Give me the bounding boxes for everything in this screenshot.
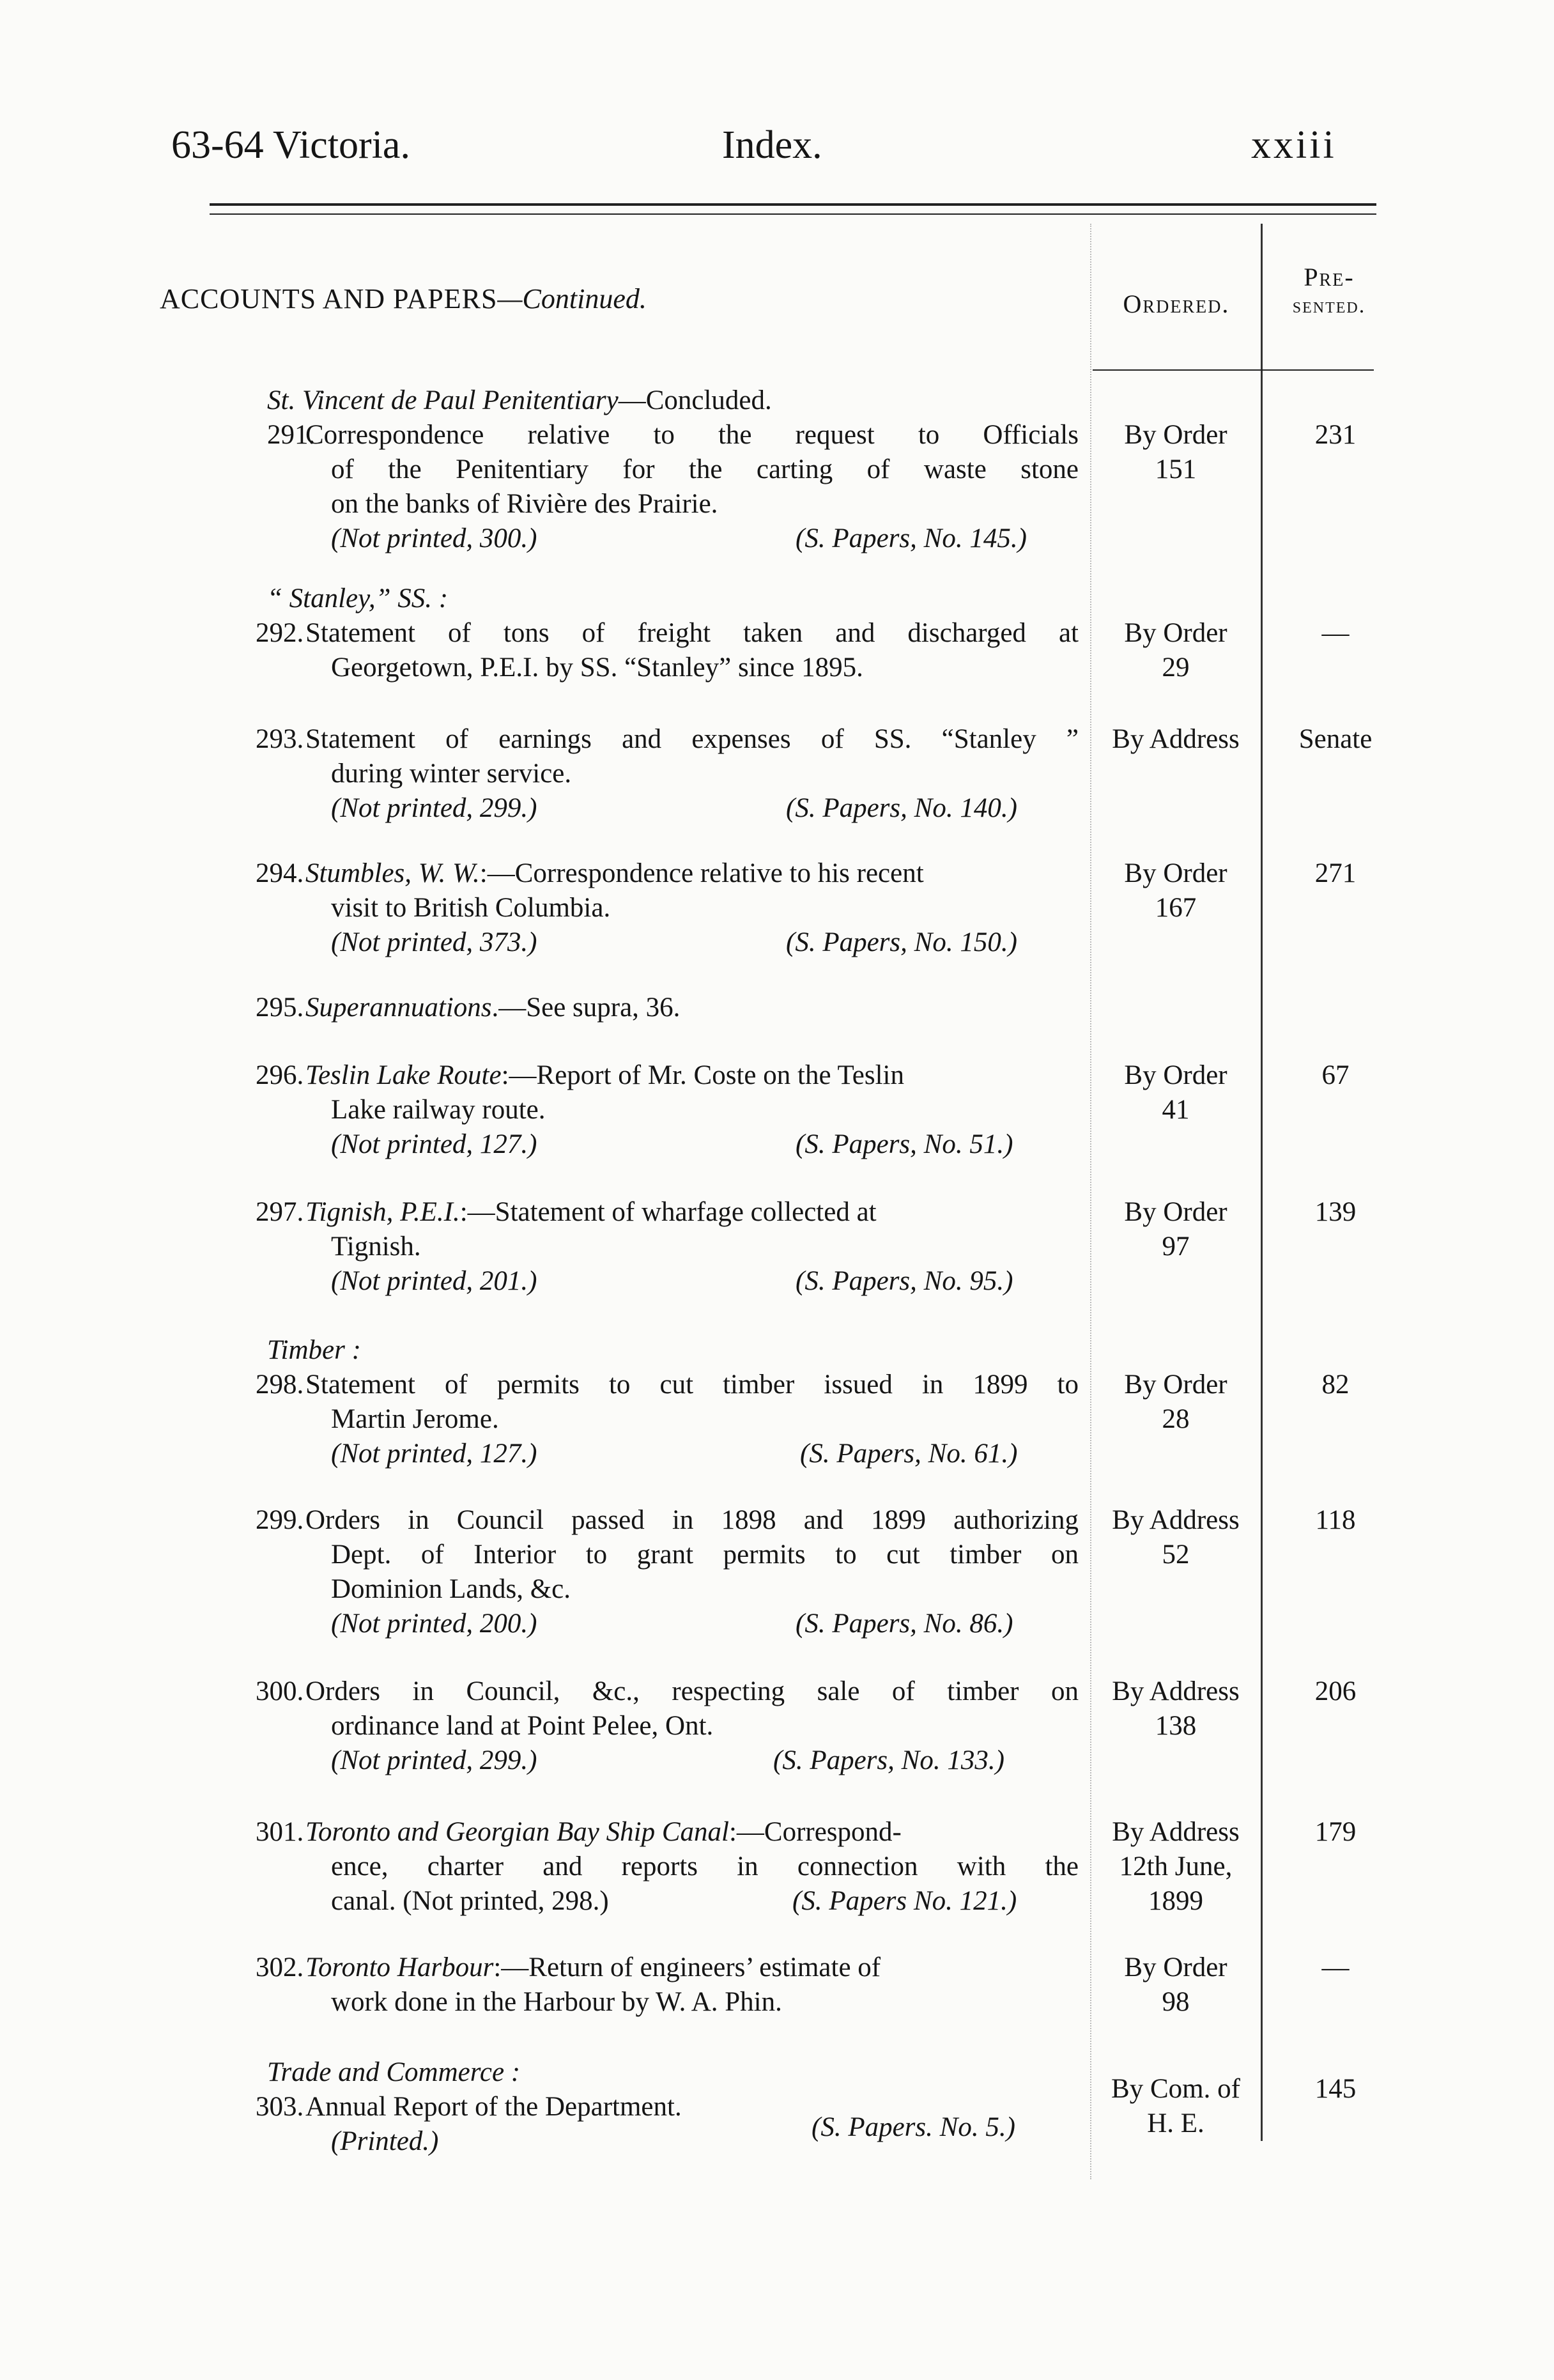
ordered-number: 28 (1162, 1404, 1190, 1434)
subheading-timber: Timber : (267, 1335, 361, 1365)
ordered-by: By Order (1124, 1197, 1227, 1227)
entry-lead: Superannuations (305, 993, 492, 1023)
ordered-number: 29 (1162, 653, 1190, 683)
entry-number: 292. (256, 618, 304, 648)
not-printed-ref: (Not printed, 299.) (331, 1745, 537, 1775)
entry-text-line: Annual Report of the Department. (305, 2092, 682, 2122)
entry-text-line: Orders in Council passed in 1898 and 1899 authorizing (305, 1505, 1079, 1535)
ordered-number: 97 (1162, 1232, 1190, 1262)
entry-number: 298. (256, 1370, 304, 1400)
running-head-session: 63-64 Victoria. (171, 123, 410, 167)
ordered-by: By Order (1124, 1060, 1227, 1090)
section-title-continued: —Continued. (497, 283, 647, 314)
presented-value: 271 (1314, 858, 1357, 888)
presented-value: 67 (1321, 1060, 1350, 1090)
entry-lead: Teslin Lake Route (305, 1060, 502, 1090)
ordered-number: 167 (1155, 893, 1197, 923)
entry-number: 301. (256, 1817, 304, 1847)
entry-text-line: Martin Jerome. (331, 1404, 499, 1434)
entry-text-line: Dominion Lands, &c. (331, 1574, 571, 1604)
subheading-trade: Trade and Commerce : (267, 2057, 521, 2087)
entry-number: 291. (267, 420, 316, 450)
entry-text-line: Georgetown, P.E.I. by SS. “Stanley” since 1895. (331, 653, 863, 683)
header-rule-thin (210, 213, 1376, 215)
ordered-number: 52 (1162, 1540, 1190, 1570)
presented-value: 139 (1314, 1197, 1357, 1227)
ordered-number: 41 (1162, 1095, 1190, 1125)
ordered-by: By Order (1124, 1952, 1227, 1982)
entry-text-line: during winter service. (331, 759, 572, 789)
not-printed-ref: (Not printed, 373.) (331, 927, 537, 957)
running-head-title: Index. (722, 123, 822, 167)
entry-text-line (305, 1814, 902, 1851)
entry-text-line: Dept. of Interior to grant permits to cut timber on (331, 1540, 1079, 1570)
presented-value: — (1321, 1952, 1350, 1982)
entry-text-line (305, 989, 680, 1026)
entry-text-line: ence, charter and reports in connection with the (331, 1851, 1079, 1882)
printed-ref: (Printed.) (331, 2126, 439, 2156)
entry-lead: Toronto Harbour (305, 1952, 494, 1982)
entry-text-line (305, 1949, 881, 1986)
entry-number: 303. (256, 2092, 304, 2122)
entry-number: 293. (256, 724, 304, 754)
entry-lead-rest: .—See supra, 36. (491, 993, 681, 1023)
column-header-presented-2: sented. (1292, 294, 1366, 318)
header-rule-thick (210, 203, 1376, 206)
ordered-by: By Order (1124, 1370, 1227, 1400)
entry-text-line (305, 855, 924, 892)
entry-text-line: Orders in Council, &c., respecting sale of timber on (305, 1676, 1079, 1706)
ordered-body: H. E. (1147, 2108, 1204, 2138)
sessional-paper-ref: (S. Papers, No. 51.) (796, 1129, 1013, 1159)
entry-lead-rest: :—Report of Mr. Coste on the Teslin (501, 1060, 904, 1090)
entry-text-line: Statement of permits to cut timber issued in 1899 to (305, 1370, 1079, 1400)
ordered-by: By Com. of (1111, 2074, 1240, 2104)
entry-text-line: on the banks of Rivière des Prairie. (331, 489, 718, 519)
not-printed-ref: (Not printed, 127.) (331, 1439, 537, 1469)
ordered-number: 138 (1155, 1711, 1197, 1741)
not-printed-ref: (Not printed, 300.) (331, 523, 537, 553)
entry-number: 294. (256, 858, 304, 888)
entry-text-line (305, 1194, 877, 1231)
entry-number: 296. (256, 1060, 304, 1090)
section-title-text: ACCOUNTS AND PAPERS (160, 283, 498, 314)
presented-value: 206 (1314, 1676, 1357, 1706)
ordered-by: By Address (1112, 1817, 1240, 1847)
subheading-st-vincent-tail: —Concluded. (618, 385, 772, 415)
sessional-paper-ref: (S. Papers, No. 133.) (773, 1745, 1004, 1775)
sessional-paper-ref: (S. Papers, No. 145.) (796, 523, 1027, 553)
subheading-stanley: “ Stanley,” SS. : (267, 583, 449, 614)
ordered-year: 1899 (1148, 1886, 1203, 1916)
entry-text-line: work done in the Harbour by W. A. Phin. (331, 1987, 782, 2017)
not-printed-ref: (Not printed, 127.) (331, 1129, 537, 1159)
sessional-paper-ref: (S. Papers, No. 61.) (800, 1439, 1018, 1469)
ordered-number: 98 (1162, 1987, 1190, 2017)
entry-number: 302. (256, 1952, 304, 1982)
column-header-rule (1093, 369, 1374, 371)
entry-lead: Stumbles, W. W. (305, 858, 480, 888)
ordered-by: By Order (1124, 858, 1227, 888)
sessional-paper-ref: (S. Papers. No. 5.) (812, 2112, 1015, 2142)
entry-text-line: visit to British Columbia. (331, 893, 611, 923)
subheading-st-vincent-name: St. Vincent de Paul Penitentiary (267, 385, 619, 415)
ordered-by: By Address (1112, 1676, 1240, 1706)
entry-text-line (305, 1057, 904, 1094)
entry-number: 295. (256, 993, 304, 1023)
ordered-by: By Address (1112, 724, 1240, 754)
sessional-paper-ref: (S. Papers, No. 86.) (796, 1609, 1013, 1639)
not-printed-ref: (Not printed, 200.) (331, 1609, 537, 1639)
ordered-by: By Order (1124, 420, 1227, 450)
entry-text-line: of the Penitentiary for the carting of waste stone (331, 454, 1079, 484)
entry-text-line: Statement of earnings and expenses of SS. “Stanley ” (305, 724, 1079, 754)
entry-number: 299. (256, 1505, 304, 1535)
ordered-by: By Address (1112, 1505, 1240, 1535)
entry-lead-rest: :—Correspondence relative to his recent (479, 858, 924, 888)
entry-lead-rest: :—Correspond- (728, 1817, 902, 1847)
entry-lead: Tignish, P.E.I. (305, 1197, 460, 1227)
entry-number: 297. (256, 1197, 304, 1227)
entry-lead-rest: :—Statement of wharfage collected at (459, 1197, 877, 1227)
ordered-by: By Order (1124, 618, 1227, 648)
entry-lead-rest: :—Return of engineers’ estimate of (493, 1952, 881, 1982)
column-header-presented-1: Pre- (1304, 263, 1355, 291)
subheading-st-vincent (267, 382, 772, 419)
column-header-ordered: Ordered. (1123, 290, 1230, 318)
not-printed-ref: (Not printed, 299.) (331, 793, 537, 823)
entry-lead: Toronto and Georgian Bay Ship Canal (305, 1817, 729, 1847)
entry-text-line: Tignish. (331, 1232, 421, 1262)
presented-value: 231 (1314, 420, 1357, 450)
sessional-paper-ref: (S. Papers, No. 95.) (796, 1266, 1013, 1296)
entry-number: 300. (256, 1676, 304, 1706)
ordered-date: 12th June, (1119, 1851, 1233, 1882)
sessional-paper-ref: (S. Papers, No. 150.) (786, 927, 1017, 957)
not-printed-ref: (Not printed, 201.) (331, 1266, 537, 1296)
presented-value: — (1321, 618, 1350, 648)
entry-text-line: ordinance land at Point Pelee, Ont. (331, 1711, 714, 1741)
presented-value: Senate (1298, 724, 1373, 754)
presented-value: 82 (1321, 1370, 1350, 1400)
presented-value: 145 (1314, 2074, 1357, 2104)
entry-text-line: Lake railway route. (331, 1095, 546, 1125)
entry-text-line: Statement of tons of freight taken and discharged at (305, 618, 1079, 648)
running-head-page-number: xxiii (1251, 123, 1337, 167)
ordered-number: 151 (1155, 454, 1197, 484)
presented-value: 179 (1314, 1817, 1357, 1847)
sessional-paper-ref: (S. Papers No. 121.) (792, 1886, 1017, 1916)
sessional-paper-ref: (S. Papers, No. 140.) (786, 793, 1017, 823)
presented-value: 118 (1315, 1505, 1356, 1535)
entry-text-line: Correspondence relative to the request to Officials (305, 420, 1079, 450)
entry-text-line: canal. (Not printed, 298.) (331, 1886, 609, 1916)
section-title (160, 282, 647, 315)
